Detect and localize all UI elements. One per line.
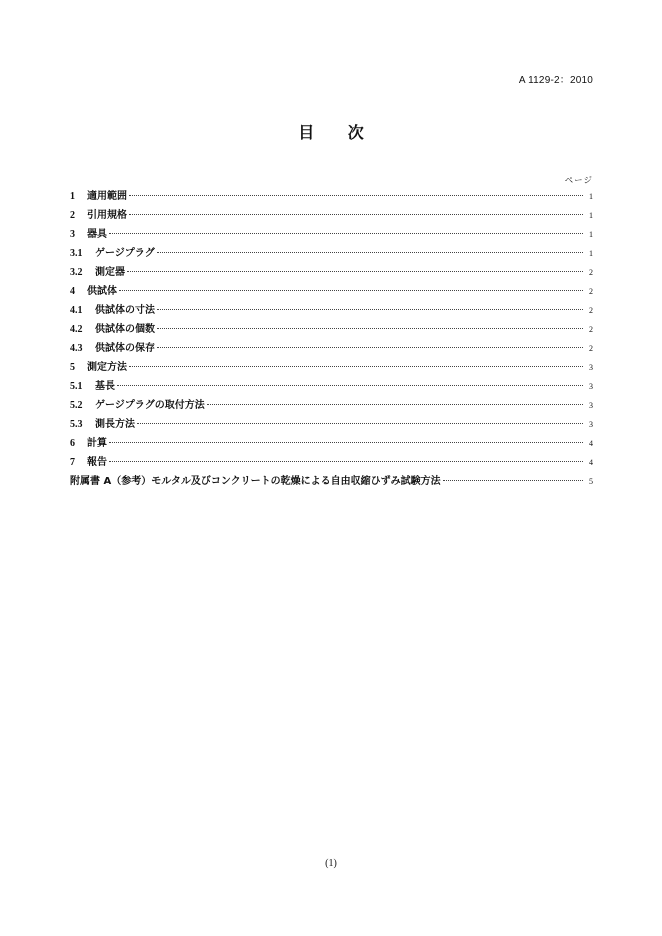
toc-entry-number: 5.2 <box>70 400 83 411</box>
toc-entry-page: 2 <box>589 325 593 334</box>
toc-entry-page: 1 <box>589 192 593 201</box>
toc-entry-title: 器具 <box>87 229 107 240</box>
toc-entry-number: 3.1 <box>70 248 83 259</box>
toc-leader-dots <box>443 480 583 481</box>
toc-entry-title: 供試体の寸法 <box>95 305 155 316</box>
toc-entry-number: 5.3 <box>70 419 83 430</box>
toc-entry-number: 5 <box>70 362 75 373</box>
toc-entry[interactable] <box>70 415 593 434</box>
toc-entry-page: 1 <box>589 249 593 258</box>
toc-leader-dots <box>109 442 583 443</box>
toc-entry-title: 測長方法 <box>95 419 135 430</box>
toc-entry-title: ゲージプラグ <box>95 248 155 259</box>
toc-entry-page: 2 <box>589 344 593 353</box>
toc-entry-page: 4 <box>589 458 593 467</box>
toc-entry-number: 1 <box>70 191 75 202</box>
toc-entry-page: 3 <box>589 420 593 429</box>
toc-leader-dots <box>137 423 583 424</box>
toc-entry[interactable] <box>70 453 593 472</box>
toc-entry-number: 4.2 <box>70 324 83 335</box>
toc-entry-page: 3 <box>589 382 593 391</box>
page-number: (1) <box>325 858 337 869</box>
toc-entry-number: 4.1 <box>70 305 83 316</box>
toc-entry[interactable] <box>70 244 593 263</box>
toc-entry-title: 測定器 <box>95 267 125 278</box>
toc-entry-page: 2 <box>589 287 593 296</box>
toc-entry-number: 2 <box>70 210 75 221</box>
toc-entry-page: 4 <box>589 439 593 448</box>
toc-entry-title: 測定方法 <box>87 362 127 373</box>
toc-entry[interactable] <box>70 282 593 301</box>
toc-entry-number: 4.3 <box>70 343 83 354</box>
toc-entry[interactable] <box>70 225 593 244</box>
toc-leader-dots <box>127 271 583 272</box>
toc-leader-dots <box>129 214 583 215</box>
toc-entry-number: 3 <box>70 229 75 240</box>
table-of-contents <box>70 187 593 491</box>
toc-entry-title: 適用範囲 <box>87 191 127 202</box>
toc-entry-page: 2 <box>589 268 593 277</box>
toc-entry-number: 5.1 <box>70 381 83 392</box>
toc-entry[interactable] <box>70 377 593 396</box>
toc-entry-title: 報告 <box>87 457 107 468</box>
toc-entry-number: 4 <box>70 286 75 297</box>
toc-leader-dots <box>157 328 583 329</box>
page-title: 目 次 <box>298 123 378 142</box>
toc-entry[interactable] <box>70 263 593 282</box>
toc-entry-title: 供試体 <box>87 286 117 297</box>
toc-entry[interactable] <box>70 396 593 415</box>
toc-leader-dots <box>129 366 583 367</box>
toc-entry-page: 1 <box>589 230 593 239</box>
toc-entry-title: 附属書 A（参考）モルタル及びコンクリートの乾燥による自由収縮ひずみ試験方法 <box>70 476 441 487</box>
toc-leader-dots <box>157 347 583 348</box>
toc-leader-dots <box>129 195 583 196</box>
toc-entry[interactable] <box>70 320 593 339</box>
toc-leader-dots <box>207 404 583 405</box>
toc-entry-number: 7 <box>70 457 75 468</box>
toc-entry-page: 3 <box>589 401 593 410</box>
toc-entry-annex[interactable] <box>70 472 593 491</box>
toc-entry-title: ゲージプラグの取付方法 <box>95 400 205 411</box>
toc-entry[interactable] <box>70 434 593 453</box>
toc-leader-dots <box>119 290 583 291</box>
toc-leader-dots <box>109 461 583 462</box>
toc-entry-title: 供試体の個数 <box>95 324 155 335</box>
toc-entry[interactable] <box>70 358 593 377</box>
toc-entry-page: 3 <box>589 363 593 372</box>
toc-leader-dots <box>109 233 583 234</box>
toc-entry-page: 1 <box>589 211 593 220</box>
toc-leader-dots <box>157 309 583 310</box>
toc-leader-dots <box>157 252 583 253</box>
toc-entry-title: 計算 <box>87 438 107 449</box>
toc-entry-page: 5 <box>589 477 593 486</box>
document-id: A 1129-2：2010 <box>518 75 593 86</box>
toc-entry-number: 6 <box>70 438 75 449</box>
toc-entry-title: 引用規格 <box>87 210 127 221</box>
toc-leader-dots <box>117 385 583 386</box>
toc-entry[interactable] <box>70 301 593 320</box>
toc-entry-title: 基長 <box>95 381 115 392</box>
toc-entry[interactable] <box>70 206 593 225</box>
toc-entry[interactable] <box>70 187 593 206</box>
page-column-label: ページ <box>564 176 593 186</box>
toc-entry-title: 供試体の保存 <box>95 343 155 354</box>
toc-entry-number: 3.2 <box>70 267 83 278</box>
toc-entry-page: 2 <box>589 306 593 315</box>
toc-entry[interactable] <box>70 339 593 358</box>
